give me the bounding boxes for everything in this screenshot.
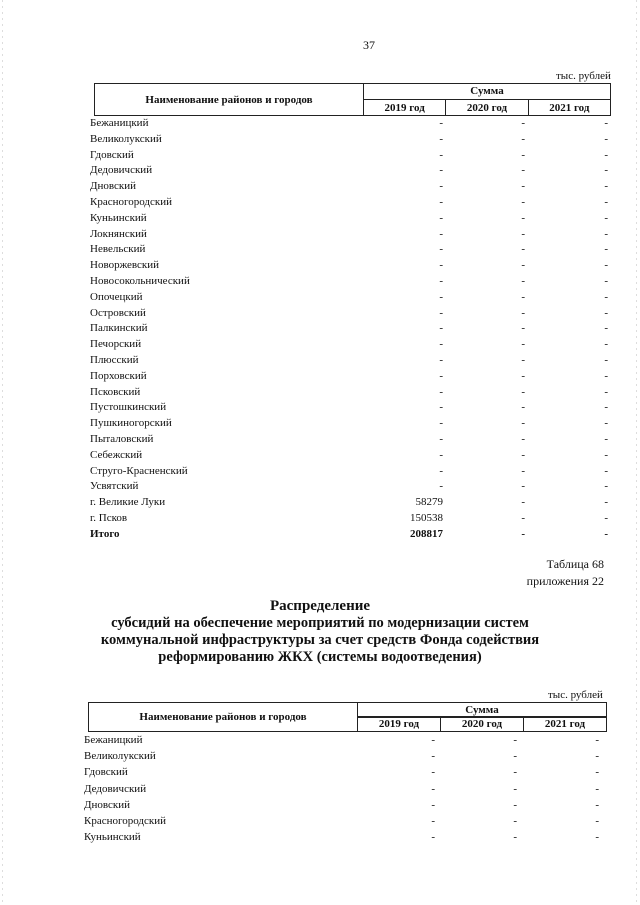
value-2019: - [431, 814, 435, 827]
table-row [90, 227, 611, 243]
value-2020: - [513, 766, 517, 779]
value-2020: - [521, 369, 525, 382]
appendix-ref: приложения 22 [526, 574, 604, 588]
value-2021: - [604, 353, 608, 366]
value-2021: - [604, 417, 608, 430]
total-row [90, 527, 611, 543]
table-row [84, 748, 607, 764]
table2-header-name: Наименование районов и городов [88, 702, 358, 732]
value-2020: - [521, 180, 525, 193]
value-2021: - [604, 496, 608, 509]
row-name: Пыталовский [90, 432, 154, 445]
row-name: Усвятский [90, 480, 139, 493]
table-row [90, 448, 611, 464]
row-name: Дновский [84, 798, 131, 811]
table2-units: тыс. рублей [548, 689, 603, 701]
value-2020: - [513, 734, 517, 746]
value-2019: - [431, 766, 435, 779]
value-2019: - [439, 353, 443, 366]
value-2020: - [521, 164, 525, 177]
value-2021: - [604, 432, 608, 445]
value-2021: - [595, 831, 599, 844]
value-2019: - [439, 243, 443, 256]
value-2019: - [439, 401, 443, 414]
table-row [90, 385, 611, 401]
value-2020: - [521, 464, 525, 477]
value-2020: - [521, 117, 525, 129]
value-2020: - [521, 274, 525, 287]
row-name: Куньинский [90, 211, 147, 224]
table1-body [90, 116, 611, 543]
table-row [90, 400, 611, 416]
value-2021: - [604, 385, 608, 398]
table-row [90, 258, 611, 274]
table2-header-2019: 2019 год [357, 717, 441, 732]
value-2019: - [439, 290, 443, 303]
value-2021: - [604, 338, 608, 351]
row-name: Дедовичский [90, 164, 153, 177]
row-name: Великолукский [84, 750, 156, 763]
value-2020: - [513, 831, 517, 844]
table1-header-name: Наименование районов и городов [94, 83, 364, 116]
section-heading [80, 598, 560, 666]
value-2020: - [521, 448, 525, 461]
value-2021: - [604, 164, 608, 177]
row-name: Гдовский [90, 148, 134, 161]
value-2021: - [604, 464, 608, 477]
value-2019: - [439, 448, 443, 461]
value-2021: - [604, 306, 608, 319]
value-2021: - [604, 527, 608, 540]
value-2020: - [521, 243, 525, 256]
table-row [84, 732, 607, 748]
table-row [90, 495, 611, 511]
value-2020: - [521, 195, 525, 208]
row-name: Красногородский [90, 195, 173, 208]
value-2019: - [439, 432, 443, 445]
value-2020: - [521, 306, 525, 319]
value-2021: - [604, 211, 608, 224]
value-2019: - [431, 831, 435, 844]
value-2021: - [604, 227, 608, 240]
table-row [90, 148, 611, 164]
heading-line-4: реформированию ЖКХ (системы водоотведения) [158, 649, 482, 665]
table2-header-2021: 2021 год [523, 717, 607, 732]
row-name: Итого [90, 527, 120, 540]
value-2020: - [513, 798, 517, 811]
table-row [90, 353, 611, 369]
value-2020: - [521, 290, 525, 303]
table-row [84, 781, 607, 797]
table1-header-2019: 2019 год [363, 99, 446, 116]
value-2021: - [595, 814, 599, 827]
value-2020: - [521, 211, 525, 224]
value-2021: - [604, 259, 608, 272]
value-2019: 58279 [415, 496, 443, 509]
page-number: 37 [363, 38, 375, 52]
table-row [90, 337, 611, 353]
value-2021: - [604, 274, 608, 287]
value-2019: - [439, 385, 443, 398]
value-2020: - [521, 480, 525, 493]
value-2020: - [521, 496, 525, 509]
value-2019: - [439, 322, 443, 335]
value-2021: - [604, 195, 608, 208]
value-2019: - [439, 259, 443, 272]
value-2020: - [521, 353, 525, 366]
row-name: Бежаницкий [90, 117, 149, 129]
value-2019: - [431, 750, 435, 763]
value-2019: - [439, 148, 443, 161]
value-2019: - [439, 369, 443, 382]
table-row [90, 464, 611, 480]
row-name: Пушкиногорский [90, 417, 172, 430]
row-name: г. Псков [90, 511, 128, 524]
value-2020: - [513, 750, 517, 763]
table1-header-2020: 2020 год [445, 99, 528, 116]
row-name: Куньинский [84, 831, 141, 844]
value-2019: - [439, 227, 443, 240]
row-name: Новоржевский [90, 259, 160, 272]
row-name: Струго-Красненский [90, 464, 188, 477]
table-row [84, 797, 607, 813]
value-2021: - [604, 322, 608, 335]
value-2020: - [521, 401, 525, 414]
table2-header-sum: Сумма [357, 702, 607, 717]
row-name: Печорский [90, 338, 142, 351]
table-row [90, 306, 611, 322]
scan-edge-left [2, 0, 3, 905]
table-row [90, 369, 611, 385]
table1-units: тыс. рублей [556, 70, 611, 82]
table-row [90, 290, 611, 306]
row-name: Псковский [90, 385, 141, 398]
value-2020: - [521, 527, 525, 540]
table-row [90, 211, 611, 227]
table1-header [94, 83, 611, 116]
value-2019: - [439, 180, 443, 193]
value-2021: - [604, 132, 608, 145]
value-2019: - [439, 195, 443, 208]
row-name: Себежский [90, 448, 143, 461]
value-2019: - [439, 164, 443, 177]
table-row [90, 321, 611, 337]
table-row [90, 432, 611, 448]
value-2020: - [521, 322, 525, 335]
value-2021: - [604, 480, 608, 493]
heading-line-2: субсидий на обеспечение мероприятий по модернизации систем [111, 615, 529, 631]
row-name: Невельский [90, 243, 146, 256]
value-2020: - [513, 814, 517, 827]
table-row [90, 179, 611, 195]
row-name: Порховский [90, 369, 147, 382]
table-row [90, 274, 611, 290]
value-2020: - [521, 259, 525, 272]
table2-header [88, 702, 607, 732]
row-name: г. Великие Луки [90, 496, 166, 509]
value-2021: - [604, 117, 608, 129]
value-2021: - [604, 369, 608, 382]
table-row [90, 163, 611, 179]
table-row [90, 242, 611, 258]
value-2019: - [439, 211, 443, 224]
table-row [84, 813, 607, 829]
value-2021: - [604, 511, 608, 524]
value-2020: - [521, 227, 525, 240]
row-name: Пустошкинский [90, 401, 167, 414]
table2-body [84, 732, 607, 845]
value-2021: - [595, 798, 599, 811]
row-name: Бежаницкий [84, 734, 143, 746]
value-2019: - [439, 338, 443, 351]
table-row [90, 416, 611, 432]
value-2019: - [439, 117, 443, 129]
row-name: Локнянский [90, 227, 147, 240]
row-name: Опочецкий [90, 290, 143, 303]
value-2020: - [521, 432, 525, 445]
table-row [90, 116, 611, 132]
table-row [84, 764, 607, 780]
table1-header-sum: Сумма [363, 83, 611, 100]
scan-edge-right [636, 0, 637, 905]
table-row [90, 195, 611, 211]
value-2021: - [595, 750, 599, 763]
value-2020: - [521, 148, 525, 161]
value-2021: - [595, 734, 599, 746]
table1-header-2021: 2021 год [528, 99, 611, 116]
value-2019: 150538 [410, 511, 443, 524]
heading-line-3: коммунальной инфраструктуры за счет средств Фонда содействия [100, 632, 540, 648]
value-2021: - [604, 180, 608, 193]
value-2019: - [439, 480, 443, 493]
value-2020: - [521, 385, 525, 398]
row-name: Великолукский [90, 132, 162, 145]
value-2020: - [521, 338, 525, 351]
value-2019: - [439, 132, 443, 145]
value-2021: - [595, 766, 599, 779]
value-2019: - [431, 782, 435, 795]
row-name: Новосокольнический [90, 274, 190, 287]
value-2021: - [595, 782, 599, 795]
value-2021: - [604, 290, 608, 303]
value-2019: 208817 [410, 527, 443, 540]
table-row [84, 829, 607, 845]
value-2021: - [604, 401, 608, 414]
table-row [90, 511, 611, 527]
value-2019: - [431, 734, 435, 746]
table-row [90, 132, 611, 148]
value-2019: - [439, 274, 443, 287]
row-name: Гдовский [84, 766, 128, 779]
value-2019: - [439, 306, 443, 319]
row-name: Красногородский [84, 814, 167, 827]
row-name: Островский [90, 306, 146, 319]
value-2020: - [521, 511, 525, 524]
value-2019: - [439, 417, 443, 430]
row-name: Плюсский [90, 353, 139, 366]
table2-header-2020: 2020 год [440, 717, 524, 732]
value-2019: - [439, 464, 443, 477]
row-name: Дновский [90, 180, 137, 193]
value-2020: - [521, 417, 525, 430]
value-2019: - [431, 798, 435, 811]
heading-title: Распределение [269, 598, 371, 614]
table-number: Таблица 68 [546, 557, 604, 571]
value-2020: - [521, 132, 525, 145]
row-name: Палкинский [90, 322, 148, 335]
table-row [90, 479, 611, 495]
row-name: Дедовичский [84, 782, 147, 795]
value-2020: - [513, 782, 517, 795]
value-2021: - [604, 448, 608, 461]
table-caption [527, 556, 604, 590]
table2 [84, 702, 607, 845]
value-2021: - [604, 148, 608, 161]
value-2021: - [604, 243, 608, 256]
table1 [90, 83, 611, 543]
